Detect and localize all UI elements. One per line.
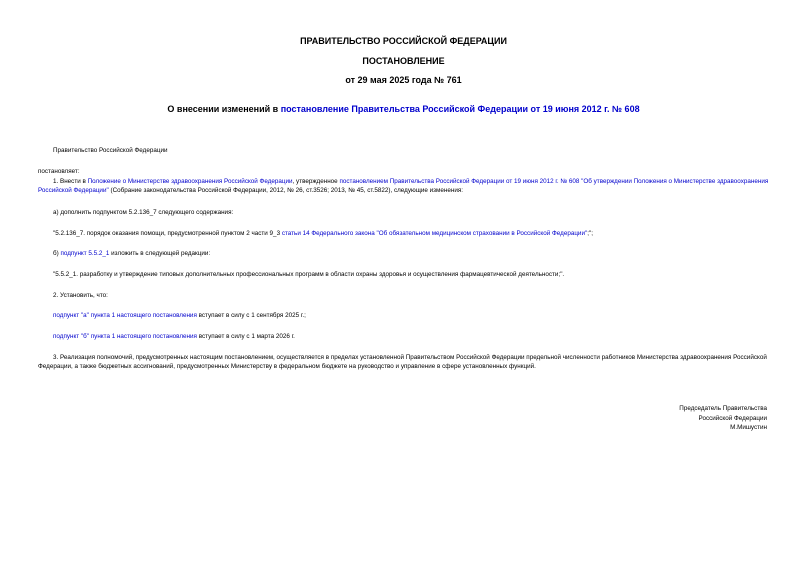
quote-a-text-a: "5.2.136_7. порядок оказания помощи, предусмотренной пунктом 2 части 9_3 (53, 230, 282, 237)
item-2-b (53, 332, 295, 341)
item-2-a (53, 311, 306, 320)
signature-title-1: Председатель Правительства (679, 405, 767, 412)
signature-title-2: Российской Федерации (698, 414, 767, 422)
item-a: а) дополнить подпунктом 5.2.136_7 следующего содержания: (53, 209, 234, 216)
item-b (53, 249, 210, 258)
subject-prefix: О внесении изменений в (167, 104, 281, 114)
item-1-text-b: , утвержденное (292, 178, 340, 185)
government-title: ПРАВИТЕЛЬСТВО РОССИЙСКОЙ ФЕДЕРАЦИИ (300, 36, 507, 46)
item-b-text-a: б) (53, 250, 61, 257)
government-line: Правительство Российской Федерации (53, 147, 168, 154)
date-number: от 29 мая 2025 года № 761 (345, 75, 462, 85)
item-2-a-text: вступает в силу с 1 сентября 2025 г.; (196, 312, 306, 319)
subject-link[interactable]: постановление Правительства Российской Федерации от 19 июня 2012 г. № 608 (280, 104, 640, 114)
item-1-text-a: 1. Внести в (53, 178, 88, 185)
quote-a-text-b: ;"; (587, 230, 593, 237)
signature-block (679, 404, 767, 433)
item-2-b-text: вступает в силу с 1 марта 2026 г. (196, 333, 295, 340)
item-2: 2. Установить, что: (53, 292, 108, 299)
subitem-5-5-2-link[interactable]: подпункт 5.5.2_1 (60, 250, 110, 257)
ministry-regulation-link[interactable]: Положение о Министерстве здравоохранения Российской Федерации (87, 178, 293, 185)
quote-b: "5.5.2_1. разработку и утверждение типовых дополнительных профессиональных программ в области охраны здоровья и осуществления фармацевтической деятельности;". (53, 271, 565, 278)
signature-name: М.Мишустин (730, 424, 767, 431)
subitem-b-link[interactable]: подпункт "б" пункта 1 настоящего постановления (53, 333, 197, 340)
item-3: 3. Реализация полномочий, предусмотренных настоящим постановлением, осуществляется в пределах установленной Правительством Российской Федерации предельной численности работников Министерства здравоохранения Российской Федерации, а также бюджетных ассигнований, предусмотренных Министерству в федеральном бюджете на руководство и управление в сфере установленных функций. (38, 354, 767, 370)
document-subject (0, 104, 807, 115)
subitem-a-link[interactable]: подпункт "а" пункта 1 настоящего постановления (53, 312, 197, 319)
item-1-text-c: (Собрание законодательства Российской Федерации, 2012, № 26, ст.3526; 2013, № 45, ст.5822), следующие изменения: (108, 187, 464, 194)
doc-type-title: ПОСТАНОВЛЕНИЕ (362, 56, 445, 66)
quote-a (53, 229, 593, 238)
item-b-text-b: изложить в следующей редакции: (109, 250, 211, 257)
resolves-line: постановляет: (38, 168, 80, 175)
resolution-608-link[interactable]: постановлением Правительства Российской Федерации от 19 июня 2012 г. № 608 "Об утверждении Положения о Министерстве здравоохранения Российской Федерации" (38, 178, 769, 194)
item-1 (38, 177, 770, 195)
federal-law-link[interactable]: статьи 14 Федерального закона "Об обязательном медицинском страховании в Российской Федерации" (281, 230, 588, 237)
